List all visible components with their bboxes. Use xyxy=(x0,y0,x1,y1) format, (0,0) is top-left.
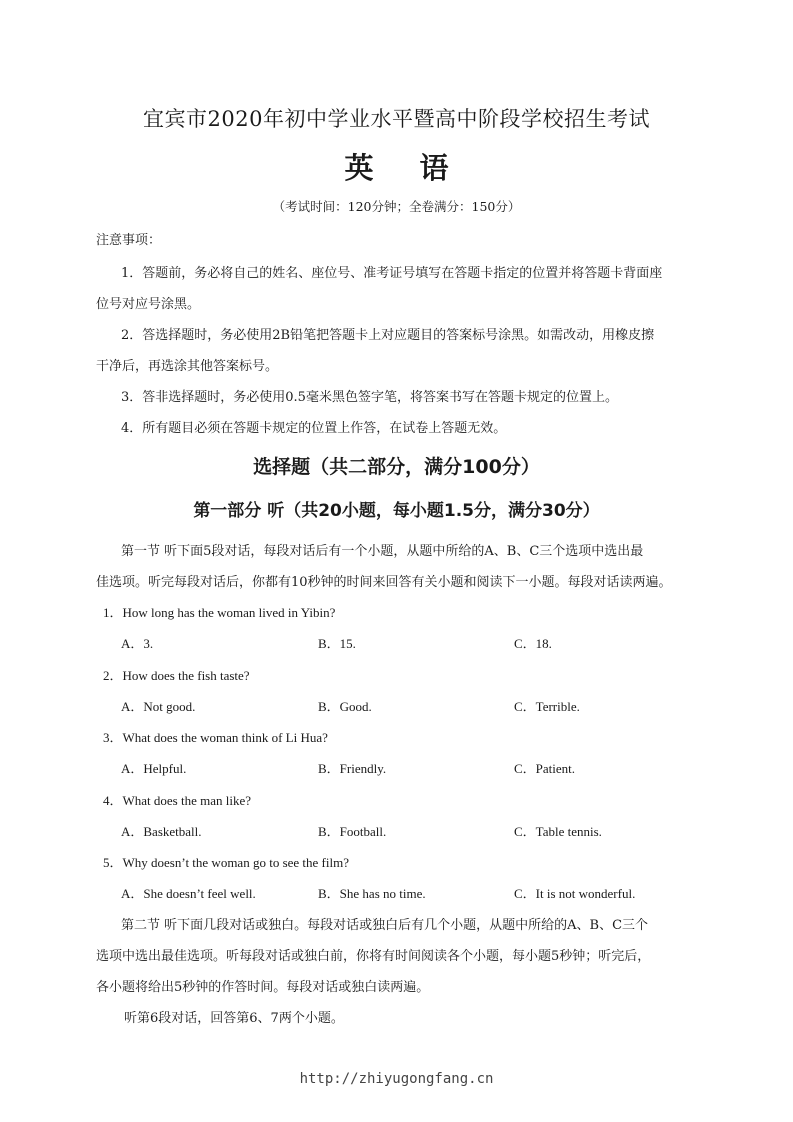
dialogue-6-instruction: 听第6段对话，回答第6、7两个小题。 xyxy=(124,1011,344,1026)
question-4: 4．What does the man like? xyxy=(103,793,252,808)
notice-line: 干净后，再选涂其他答案标号。 xyxy=(96,359,279,374)
option-c: C．18. xyxy=(514,636,552,651)
question-2: 2．How does the fish taste? xyxy=(103,668,250,683)
option-a: A．3. xyxy=(121,636,154,651)
option-b: B．She has no time. xyxy=(318,886,426,901)
option-a: A．Basketball. xyxy=(121,824,202,839)
subject-char: 英 xyxy=(344,151,374,185)
option-a: A．Not good. xyxy=(121,699,196,714)
option-c: C．Terrible. xyxy=(514,699,580,714)
section-heading: 选择题（共二部分，满分100分） xyxy=(253,456,540,478)
exam-title: 宜宾市2020年初中学业水平暨高中阶段学校招生考试 xyxy=(143,107,650,131)
section1-instruction: 佳选项。听完每段对话后，你都有10秒钟的时间来回答有关小题和阅读下一小题。每段对话读两遍。 xyxy=(96,575,672,590)
question-3: 3．What does the woman think of Li Hua? xyxy=(103,730,328,745)
section2-instruction: 选项中选出最佳选项。听每段对话或独白前，你将有时间阅读各个小题，每小题5秒钟；听完后， xyxy=(96,949,651,964)
notice-line: 1．答题前，务必将自己的姓名、座位号、准考证号填写在答题卡指定的位置并将答题卡背面座 xyxy=(121,266,663,281)
notice-heading: 注意事项： xyxy=(96,233,162,248)
option-c: C．It is not wonderful. xyxy=(514,886,636,901)
option-b: B．15. xyxy=(318,636,356,651)
exam-time-info: （考试时间：120分钟；全卷满分：150分） xyxy=(272,199,521,214)
notice-line: 4．所有题目必须在答题卡规定的位置上作答，在试卷上答题无效。 xyxy=(121,421,507,436)
section1-instruction: 第一节 听下面5段对话，每段对话后有一个小题，从题中所给的A、B、C三个选项中选出最 xyxy=(121,544,644,559)
section2-instruction: 各小题将给出5秒钟的作答时间。每段对话或独白读两遍。 xyxy=(96,980,430,995)
subject-title xyxy=(0,146,793,187)
question-5: 5．Why doesn’t the woman go to see the film? xyxy=(103,855,349,870)
footer-url[interactable]: http://zhiyugongfang.cn xyxy=(299,1071,494,1087)
option-a: A．She doesn’t feel well. xyxy=(121,886,256,901)
notice-line: 位号对应号涂黑。 xyxy=(96,297,201,312)
question-1: 1．How long has the woman lived in Yibin? xyxy=(103,605,336,620)
notice-line: 3．答非选择题时，务必使用0.5毫米黑色签字笔，将答案书写在答题卡规定的位置上。 xyxy=(121,390,618,405)
option-c: C．Table tennis. xyxy=(514,824,602,839)
option-a: A．Helpful. xyxy=(121,761,187,776)
part-heading: 第一部分 听（共20小题，每小题1.5分，满分30分） xyxy=(193,501,600,521)
option-c: C．Patient. xyxy=(514,761,576,776)
option-b: B．Football. xyxy=(318,824,387,839)
subject-char: 语 xyxy=(419,151,449,185)
option-b: B．Friendly. xyxy=(318,761,387,776)
option-b: B．Good. xyxy=(318,699,372,714)
section2-instruction: 第二节 听下面几段对话或独白。每段对话或独白后有几个小题，从题中所给的A、B、C三个 xyxy=(121,918,649,933)
notice-line: 2．答选择题时，务必使用2B铅笔把答题卡上对应题目的答案标号涂黑。如需改动，用橡皮擦 xyxy=(121,328,655,343)
